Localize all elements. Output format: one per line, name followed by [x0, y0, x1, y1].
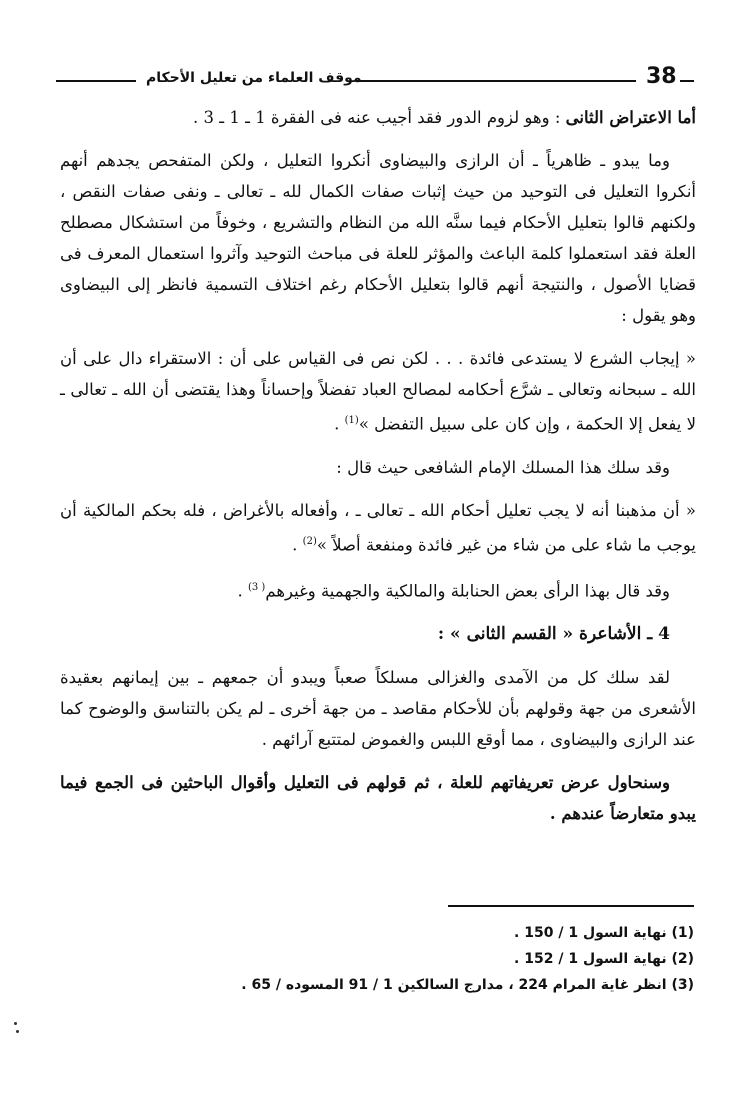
section-heading: 4 ـ الأشاعرة « القسم الثانى » :: [437, 623, 670, 644]
paragraph-plan: وسنحاول عرض تعريفاتهم للعلة ، ثم قولهم فى التعليل وأقوال الباحثين فى الجمع فيما يبدو متعارضاً عندهم .: [60, 772, 696, 823]
quote-shafii-text: « أن مذهبنا أنه لا يجب تعليل أحكام الله ـ تعالى ـ ، وأفعاله بالأغراض ، فله بحكم المالكية أن يوجب ما شاء على من شاء من غير فائدة ومنفعة أصلاً »: [60, 500, 696, 554]
scan-speck: [16, 1030, 19, 1033]
footnote-ref-3: ( 3): [247, 582, 266, 593]
quote-shafii: [60, 495, 696, 561]
quote-baydawi-end: .: [334, 414, 345, 434]
main-text: [60, 102, 696, 841]
quote-baydawi-text: « إيجاب الشرع لا يستدعى فائدة . . . لكن نص فى القياس على أن : الاستقراء دال على أن الله ـ سبحانه وتعالى ـ شرَّع أحكامه لمصالح العباد تفضلاً وإحساناً وهذا يقتضى أن الله ـ تعالى ـ لا يفعل إلا الحكمة ، وإن كان على سبيل التفضل »: [60, 349, 696, 434]
paragraph-objection: [60, 102, 696, 133]
quote-baydawi: [60, 343, 696, 440]
paragraph-razi-baydawi: وما يبدو ـ ظاهرياً ـ أن الرازى والبيضاوى أنكروا التعليل ، ولكن المتفحص يجدهم أنهم أنكروا التعليل فى التوحيد من حيث إثبات صفات الكمال لله ـ تعالى ـ ونفى صفات النقص ، ولكنهم قالوا بتعليل الأحكام فيما سنَّه الله من النظام والتشريع ، وخوفاً من استشكال مصطلح العلة فقد استعملوا كلمة الباعث والمؤثر للعلة فى مباحث التوحيد وآثروا استعمال المعرف فى قضايا الأصول ، والنتيجة أنهم قالوا بتعليل الأحكام رغم اختلاف التسمية فانظر إلى البيضاوى وهو يقول :: [60, 151, 696, 325]
quote-shafii-end: .: [292, 535, 303, 554]
paragraph-amidi-ghazali: لقد سلك كل من الآمدى والغزالى مسلكاً صعباً ويبدو أن جمعهم ـ بين إيمانهم بعقيدة الأشعرى من جهة وقولهم بأن للأحكام مقاصد ـ من جهة أخرى ـ لم يكن بالتناسق والوضوح كما عند الرازى والبيضاوى ، مما أوقع اللبس والغموض لمتتبع آرائهم .: [60, 667, 696, 749]
page-number: 38: [646, 64, 677, 89]
footnote-1: (1) نهاية السول 1 / 150 .: [514, 925, 694, 941]
footnote-ref-2: (2): [302, 535, 317, 547]
paragraph-shafii: وقد سلك هذا المسلك الإمام الشافعى حيث قال :: [336, 457, 670, 477]
footnote-3: (3) انظر غاية المرام 224 ، مدارج السالكين 1 / 91 المسوده / 65 .: [241, 977, 694, 993]
paragraph-hanabila: [60, 572, 696, 607]
hanabila-end: .: [237, 581, 248, 601]
objection-text: : وهو لزوم الدور فقد أجيب عنه فى الفقرة 1 ـ 1 ـ 3 .: [193, 108, 566, 127]
header-dash: [680, 80, 694, 82]
hanabila-text: وقد قال بهذا الرأى بعض الحنابلة والمالكية والجهمية وغيرهم: [265, 581, 670, 601]
footnote-2: (2) نهاية السول 1 / 152 .: [514, 951, 694, 967]
scan-speck: [14, 1022, 17, 1025]
header-rule-middle: [356, 80, 636, 82]
header-rule-left: [56, 80, 136, 82]
footnote-ref-1: (1): [344, 415, 359, 426]
page-header: [56, 64, 692, 94]
footnotes: [200, 920, 694, 998]
objection-lead: أما الاعتراض الثانى: [565, 108, 696, 127]
running-title: موقف العلماء من تعليل الأحكام: [146, 70, 362, 86]
footnote-rule: [448, 905, 694, 907]
